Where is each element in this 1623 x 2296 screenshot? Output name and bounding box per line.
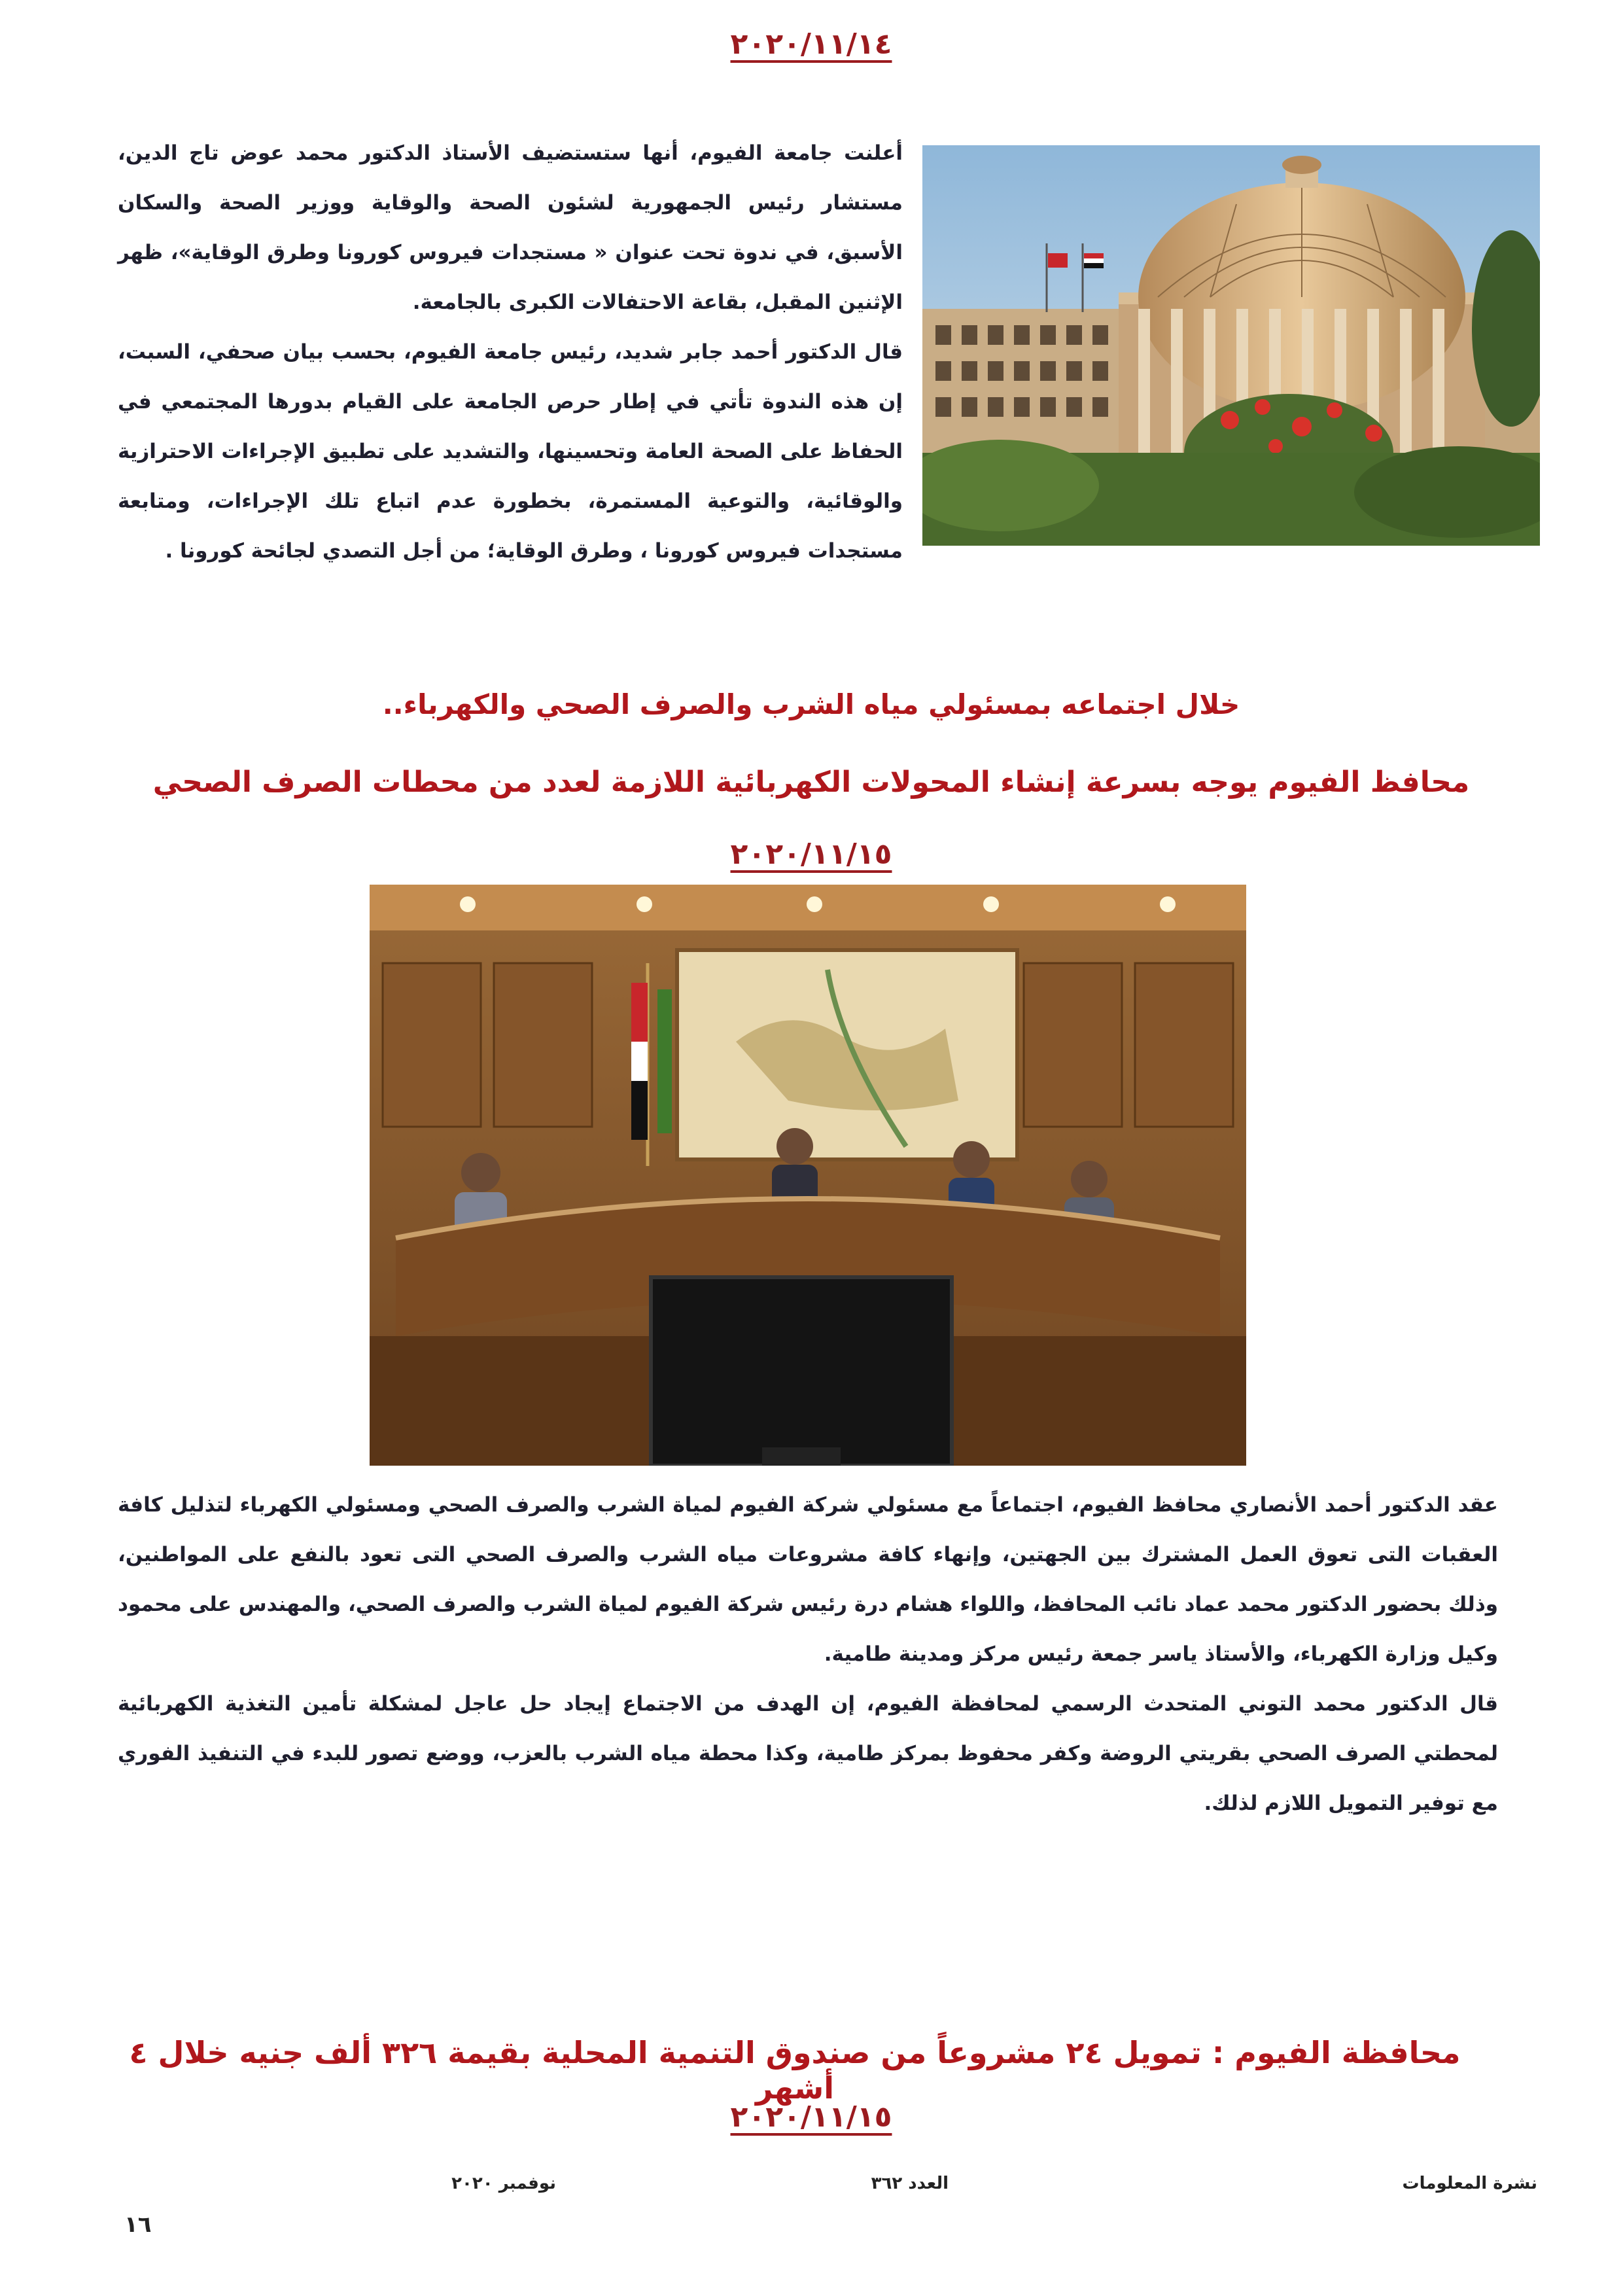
article2-paragraph: قال الدكتور محمد التوني المتحدث الرسمي لمحافظة الفيوم، إن الهدف من الاجتماع إيجاد حل عاجل لمشكلة تأمين التغذية الكهربائية لمحطتي الصرف الصحي بقريتي الروضة وكفر محفوظ بمركز طامية، وكذا محطة مياه الشرب بالعزب، ووضع تصور للبدء في التنفيذ الفوري مع توفير التمويل اللازم لذلك. [118,1692,1498,1815]
article2-kicker: خلال اجتماعه بمسئولي مياه الشرب والصرف الصحي والكهرباء.. [382,688,1240,720]
article1-body [118,128,903,576]
article2-body [118,1480,1498,1828]
article3-headline: تمويل ٢٤ مشروعاً من صندوق التنمية المحلية بقيمة ٣٢٦ ألف جنيه خلال ٤ أشهر [129,2035,1202,2106]
footer-month: نوفمبر ٢٠٢٠ [451,2174,556,2193]
governor-meeting-photo [370,885,1246,1466]
article2-date: ٢٠٢٠/١١/١٥ [730,838,892,871]
article2-paragraph: عقد الدكتور أحمد الأنصاري محافظ الفيوم، اجتماعاً مع مسئولي شركة الفيوم لمياة الشرب والصرف الصحي ومسئولي الكهرباء لتذليل كافة العقبات التى تعوق العمل المشترك بين الجهتين، وإنهاء كافة مشروعات مياه الشرب والصرف الصحي التى تعود بالنفع على المواطنين، وذلك بحضور الدكتور محمد عماد نائب المحافظ، واللواء هشام درة رئيس شركة الفيوم لمياة الشرب والصرف الصحي، والمهندس على محمود وكيل وزارة الكهرباء، والأستاذ ياسر جمعة رئيس مركز ومدينة طامية. [118,1493,1498,1666]
page-number: ١٦ [124,2212,152,2238]
footer-issue: العدد ٣٦٢ [871,2174,949,2193]
article1-paragraph: أعلنت جامعة الفيوم، أنها ستستضيف الأستاذ الدكتور محمد عوض تاج الدين، مستشار رئيس الجمهورية لشئون الصحة والوقاية ووزير الصحة والسكان الأسبق، في ندوة تحت عنوان « مستجدات فيروس كورونا وطرق الوقاية»، ظهر الإثنين المقبل، بقاعة الاحتفالات الكبرى بالجامعة. [118,141,903,314]
article1-date: ٢٠٢٠/١١/١٤ [730,27,892,61]
footer-publication: نشرة المعلومات [1402,2174,1537,2193]
article3-headline-line [98,2035,1492,2106]
article1-paragraph: قال الدكتور أحمد جابر شديد، رئيس جامعة الفيوم، بحسب بيان صحفي، السبت، إن هذه الندوة تأتي في إطار حرص الجامعة على القيام بدورها المجتمعي في الحفاظ على الصحة العامة وتحسينها، والتشديد على تطبيق الإجراءات الاحترازية والوقائية، والتوعية المستمرة، بخطورة عدم اتباع تلك الإجراءات، ومتابعة مستجدات فيروس كورونا ، وطرق الوقاية؛ من أجل التصدي لجائحة كورونا . [118,340,903,563]
article3-date: ٢٠٢٠/١١/١٥ [730,2100,892,2134]
article3-headline-prefix: محافظة الفيوم : [1212,2035,1461,2070]
article2-headline: محافظ الفيوم يوجه بسرعة إنشاء المحولات الكهربائية اللازمة لعدد من محطات الصرف الصحي [152,766,1470,799]
university-building-photo [922,145,1540,546]
